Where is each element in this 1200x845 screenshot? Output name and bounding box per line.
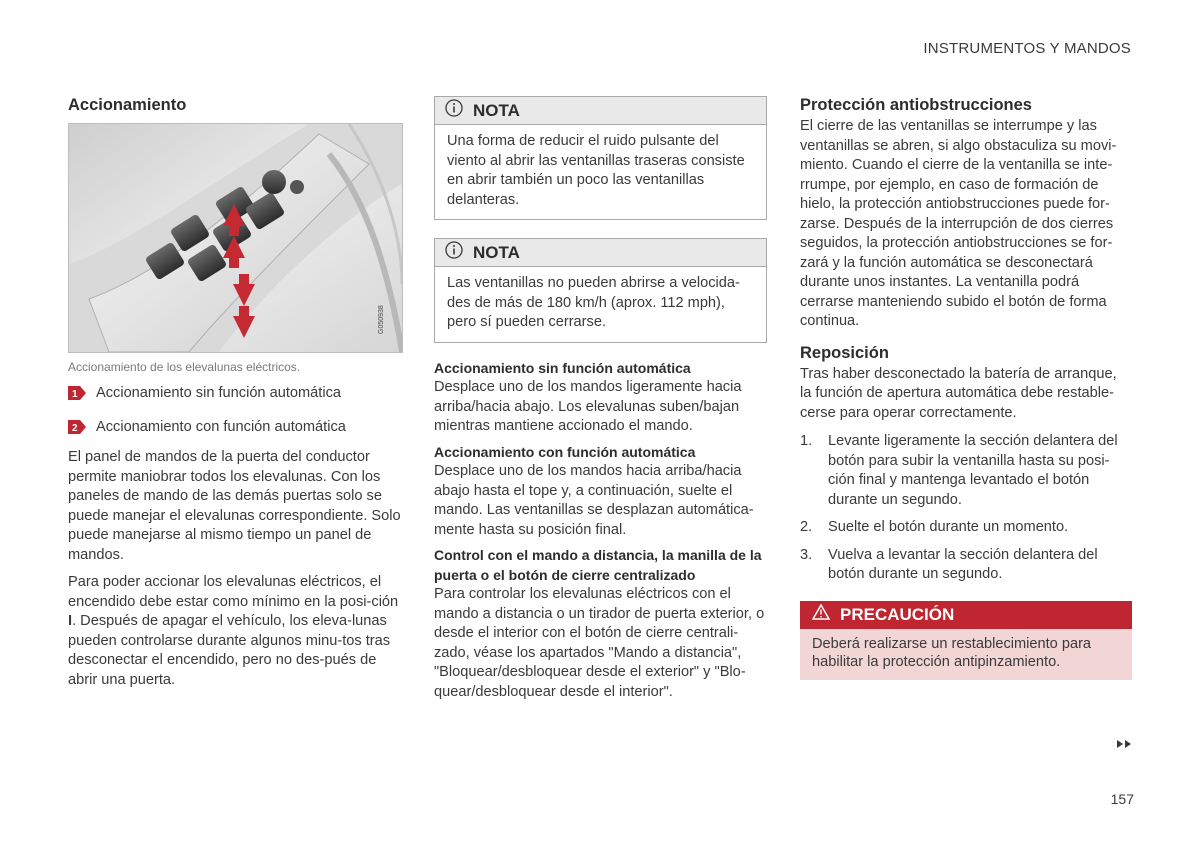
heading-reposicion: Reposición <box>800 343 889 362</box>
warning-box <box>800 601 1132 680</box>
step-number: 2. <box>800 519 813 535</box>
note-text-2: Las ventanillas no pueden abrirse a velocida-des de más de 180 km/h (aprox. 112 mph), pero sí pueden cerrarse. <box>447 275 740 330</box>
note-text-1: Una forma de reducir el ruido pulsante del viento al abrir las ventanillas traseras consiste en abrir también un poco las ventanillas delanteras. <box>447 133 745 208</box>
step-number: 3. <box>800 546 813 563</box>
step-number: 1. <box>800 433 813 449</box>
list-item <box>800 518 1132 538</box>
subheading-con-auto: Accionamiento con función automática <box>434 443 696 460</box>
paragraph-ignition <box>68 573 403 690</box>
window-controls-figure <box>68 123 403 353</box>
heading-accionamiento: Accionamiento <box>68 96 187 114</box>
svg-text:1: 1 <box>72 389 78 400</box>
paragraph-sin-auto: Desplace uno de los mandos ligeramente hacia arriba/hacia abajo. Los elevalunas suben/bajan mientras mantiene accionado el mando. <box>434 379 742 434</box>
legend-text-1: Accionamiento sin función automática <box>96 385 341 401</box>
figure-caption: Accionamiento de los elevalunas eléctricos. <box>68 360 301 374</box>
paragraph-ignition-b: . Después de apagar el vehículo, los eleva-lunas pueden controlarse durante algunos minu-tos tras desconectar el encendido, pero no des-pués de abrir una puerta. <box>68 613 391 688</box>
svg-text:2: 2 <box>72 423 78 434</box>
legend-text-2: Accionamiento con función automática <box>96 419 346 435</box>
legend-item-1 <box>68 382 403 404</box>
step-text: Levante ligeramente la sección delantera del botón para subir la ventanilla hasta su posi-ción final y mantenga levantado el botón durante un segundo. <box>828 433 1118 508</box>
note-title-1: NOTA <box>473 100 520 120</box>
list-item <box>800 432 1132 510</box>
warning-header <box>800 601 1132 629</box>
heading-proteccion: Protección antiobstrucciones <box>800 96 1032 114</box>
note-box-2 <box>434 238 767 343</box>
step-text: Vuelva a levantar la sección delantera del botón durante un segundo. <box>828 546 1098 582</box>
page-number: 157 <box>1110 791 1134 807</box>
column-right <box>800 96 1132 680</box>
paragraph-ignition-a: Para poder accionar los elevalunas eléctricos, el encendido debe estar como mínimo en la posi-ción <box>68 574 399 610</box>
warning-text: Deberá realizarse un restablecimiento para habilitar la protección antipinzamiento. <box>812 635 1092 670</box>
continue-arrows-icon <box>1116 736 1134 754</box>
ignition-position: I <box>68 613 73 629</box>
section-header: INSTRUMENTOS Y MANDOS <box>923 40 1131 57</box>
callout-2-icon <box>68 420 86 434</box>
subheading-remote-control: Control con el mando a distancia, la manilla de la puerta o el botón de cierre centralizado <box>434 547 762 583</box>
paragraph-reposicion: Tras haber desconectado la batería de arranque, la función de apertura automática debe restable-cerse para operar correctamente. <box>800 365 1117 421</box>
paragraph-remote-control: Para controlar los elevalunas eléctricos con el mando a distancia o un tirador de puerta exterior, o desde el interior con el botón de cierre centrali-zado, véase los apartados "Mando a distancia", "Bloquear/desbloquear desde el exterior" y "Blo-quear/desbloquear desde el interior". <box>434 586 765 700</box>
list-item <box>800 546 1132 585</box>
legend-item-2 <box>68 416 403 438</box>
info-icon <box>445 99 463 122</box>
column-middle <box>434 96 767 702</box>
paragraph-panel: El panel de mandos de la puerta del conductor permite maniobrar todos los elevalunas. Con los paneles de mando de las demás puertas solo se puede manejar el elevalunas correspondiente. Solo puede manejarse al mismo tiempo un panel de mandos. <box>68 449 401 563</box>
note-header-1 <box>435 97 766 125</box>
info-icon <box>445 241 463 264</box>
paragraph-proteccion: El cierre de las ventanillas se interrumpe y las ventanillas se abren, si algo obstaculiza su movi-miento. Cuando el cierre de la ventanilla se inte-rrumpe, por ejemplo, en caso de formación de hielo, la protección antiobstrucciones puede for-zarse. Después de la interrupción de dos cierres seguidos, la protección antiobstrucciones se for-zará y la función automática se desconectará durante unos instantes. La ventanilla podrá cerrarse manteniendo subido el botón de forma continua. <box>800 118 1117 329</box>
note-title-2: NOTA <box>473 242 520 262</box>
door-panel-illustration <box>69 124 402 352</box>
note-box-1 <box>434 96 767 220</box>
note-header-2 <box>435 239 766 267</box>
reset-steps-list <box>800 432 1132 585</box>
warning-title: PRECAUCIÓN <box>840 604 955 624</box>
figure-code: G050938 <box>378 305 385 334</box>
callout-1-icon <box>68 386 86 400</box>
column-left <box>68 96 403 690</box>
subheading-sin-auto: Accionamiento sin función automática <box>434 359 691 376</box>
warning-triangle-icon <box>812 604 830 625</box>
paragraph-con-auto: Desplace uno de los mandos hacia arriba/hacia abajo hasta el tope y, a continuación, suelte el mando. Las ventanillas se desplazan automática-mente hasta su posición final. <box>434 463 754 538</box>
step-text: Suelte el botón durante un momento. <box>828 519 1069 535</box>
